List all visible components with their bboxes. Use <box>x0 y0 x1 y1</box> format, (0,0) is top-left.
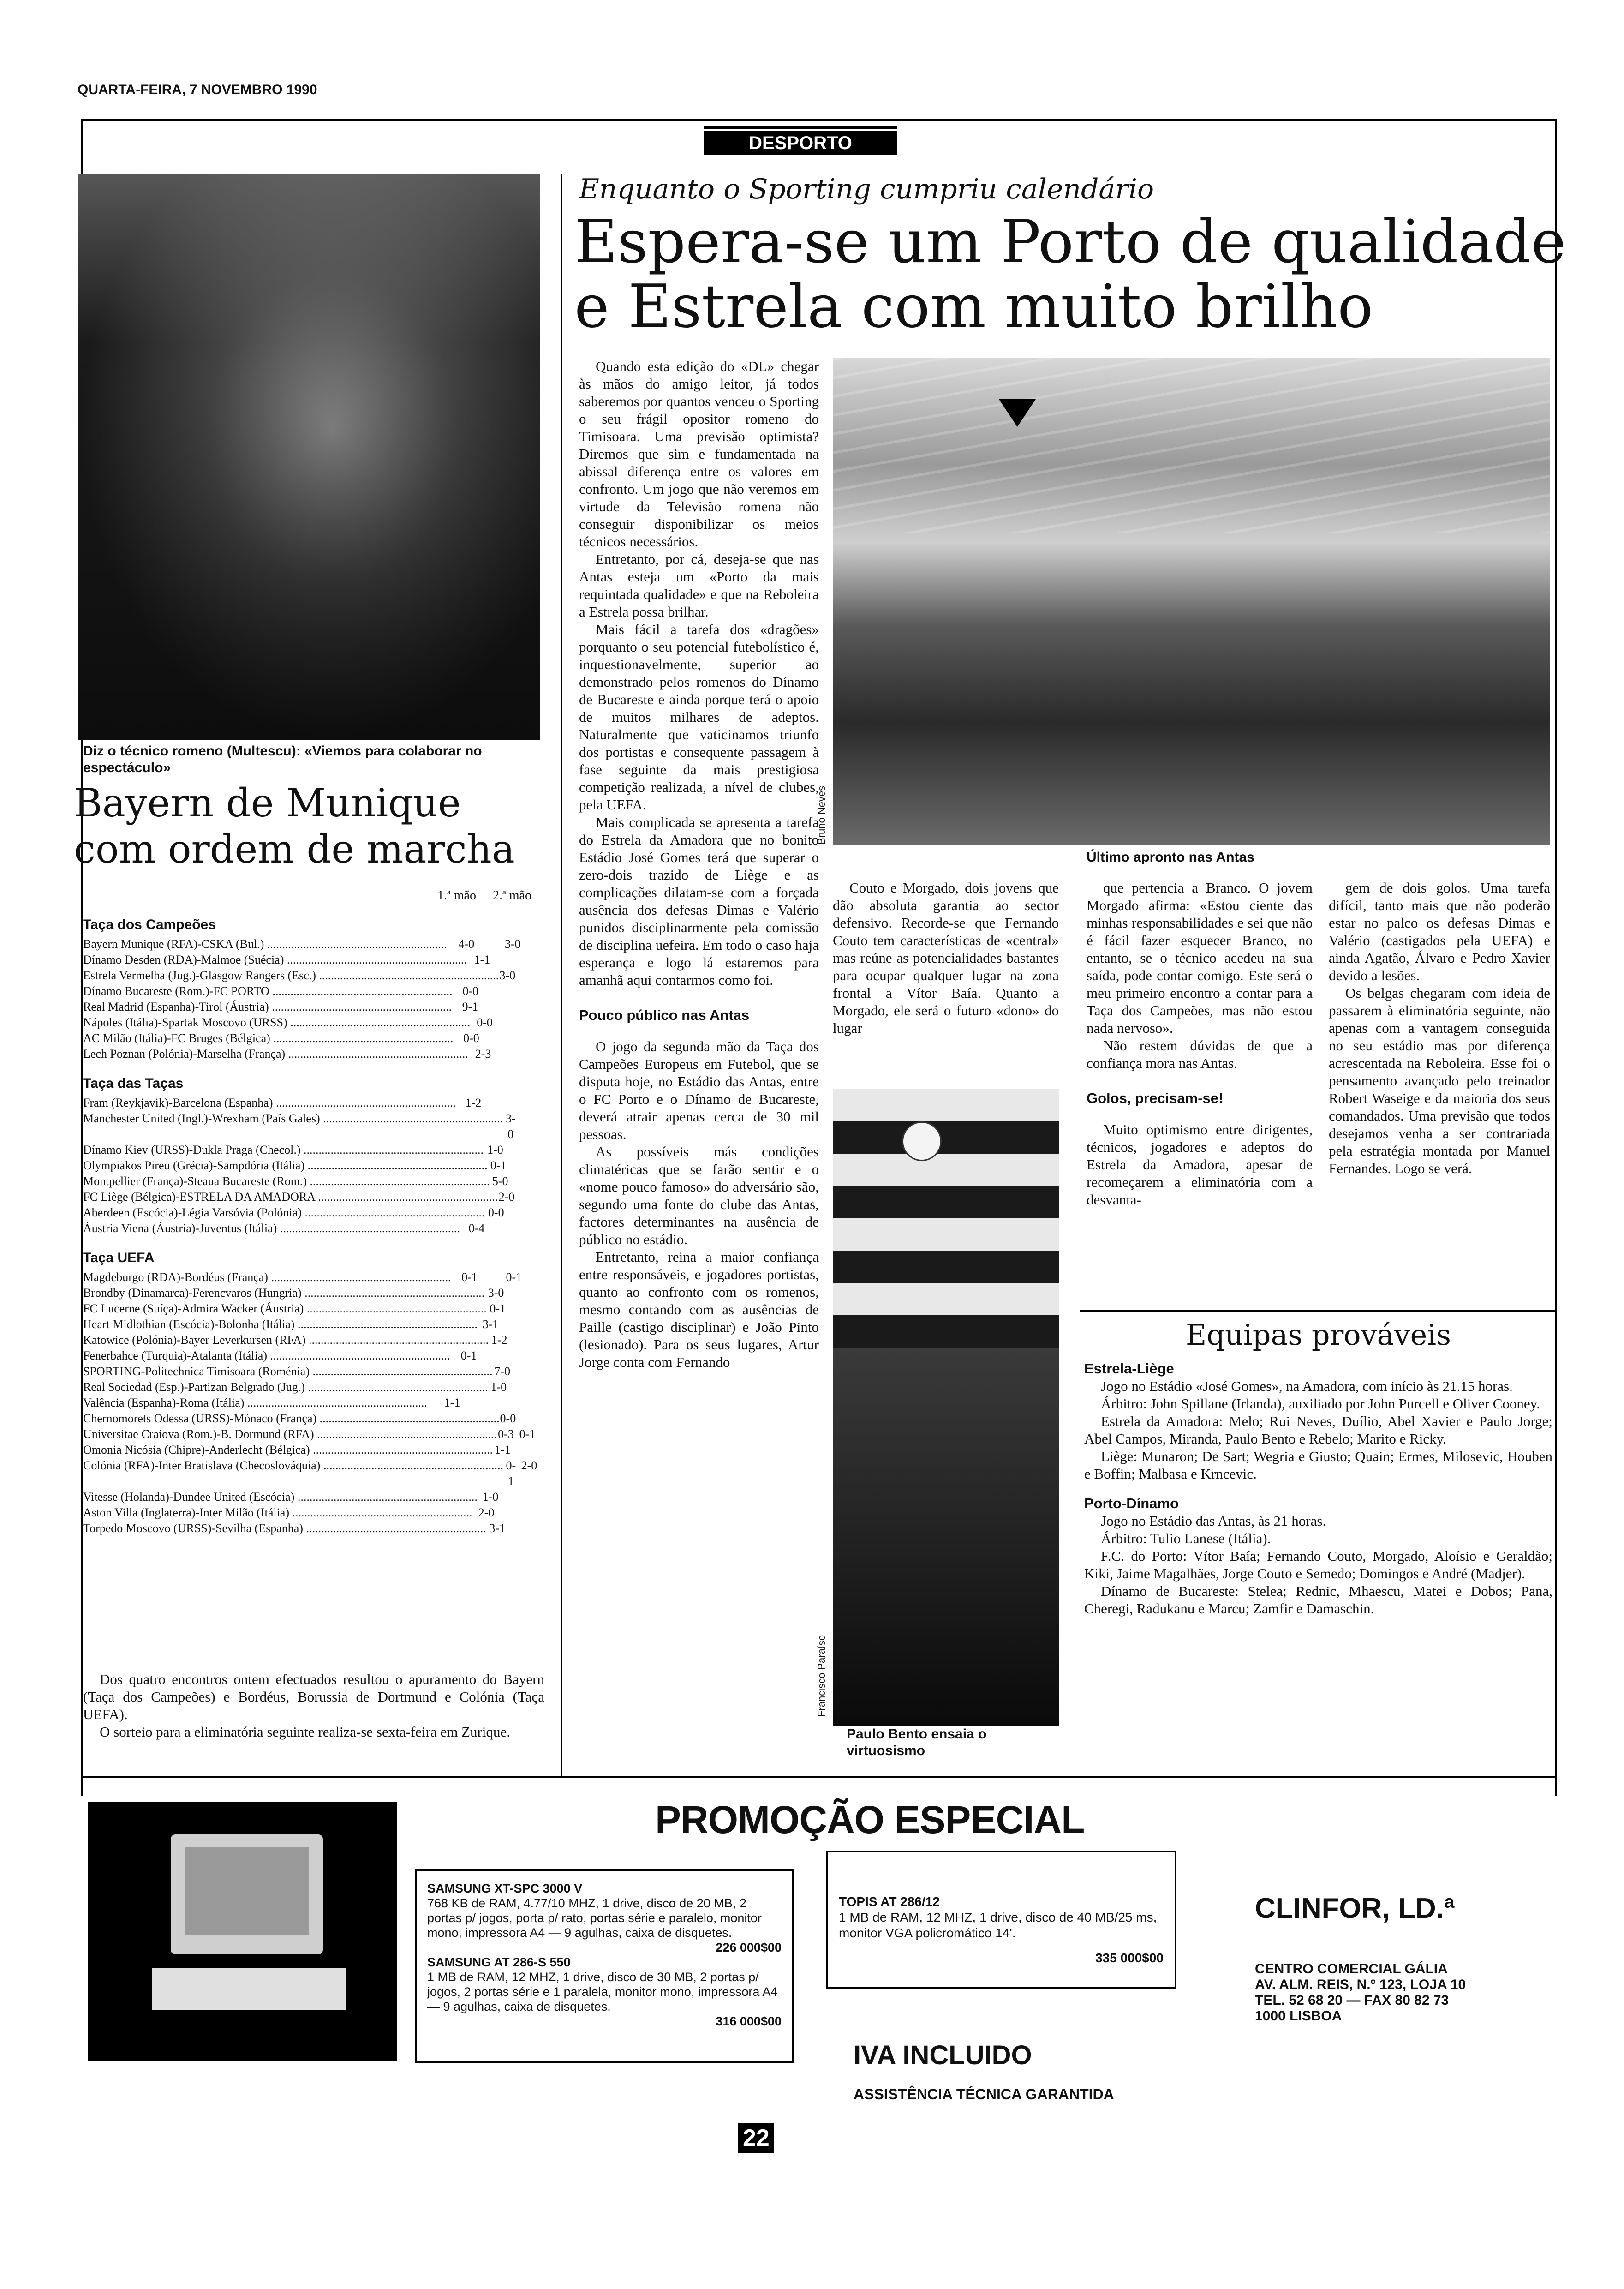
match-cell: Real Madrid (Espanha)-Tirol (Áustria) ............................................................ <box>83 1000 452 1013</box>
first-leg-cell: 0-1 <box>506 1459 516 1488</box>
table-row <box>83 1332 540 1348</box>
main-col3 <box>1087 879 1313 1209</box>
second-leg-cell <box>516 968 540 983</box>
table-row <box>83 1458 540 1489</box>
ad-box-topis <box>826 1851 1176 1989</box>
first-leg-cell: 2-0 <box>478 1506 495 1519</box>
first-leg-cell: 0-1 <box>460 1349 477 1362</box>
first-leg-cell: 1-2 <box>491 1333 508 1347</box>
match-cell: Dínamo Bucareste (Rom.)-FC PORTO ............................................................ <box>83 984 453 998</box>
ad-address-4: 1000 LISBOA <box>1255 2008 1342 2024</box>
ad-address-3: TEL. 52 68 20 — FAX 80 82 73 <box>1255 1993 1449 2008</box>
main-col1 <box>579 358 819 1371</box>
main-headline-line1: Espera-se um Porto de qualidade <box>574 208 1566 276</box>
second-leg-cell <box>512 1364 540 1379</box>
photo-training-antas <box>833 358 1550 845</box>
table-row <box>83 1205 540 1221</box>
match-cell: Chernomorets Odessa (URSS)-Mónaco (França) ............................................................ <box>83 1412 500 1425</box>
first-leg-cell: 0-1 <box>461 1270 478 1284</box>
topis-price: 335 000$00 <box>1095 1951 1164 1965</box>
second-leg-cell <box>508 1521 540 1536</box>
table-row <box>83 1111 540 1142</box>
results-section-title: Taça das Taças <box>83 1076 184 1091</box>
main-col4-paragraph: Os belgas chegaram com ideia de passarem à eliminatória seguinte, não apenas com a vantagem conseguida no seu estádio mas por diferença acrescentada na Reboleira. Esse foi o pensamento avançado pelo treinador Robert Waseige e da maioria dos seus comandados. Uma previsão que todos desejamos venha a ser contrariada pela estratégia montada por Manuel Fernandes. Logo se verá. <box>1329 985 1550 1176</box>
match-cell: Manchester United (Ingl.)-Wrexham (País Gales) ............................................................ <box>83 1112 503 1125</box>
match-cell: Dínamo Desden (RDA)-Malmoe (Suécia) ............................................................ <box>83 953 467 966</box>
match-cell: Nápoles (Itália)-Spartak Moscovo (URSS) ............................................................ <box>83 1016 471 1029</box>
table-row <box>83 1158 540 1174</box>
equipas-title: Equipas prováveis <box>1186 1318 1451 1352</box>
samsung-xt-specs: 768 KB de RAM, 4.77/10 MHZ, 1 drive, disco de 20 MB, 2 portas p/ jogos, porta p/ rato, portas série e paralelo, monitor mono, impressora A4 — 9 agulhas, caixa de disquetes. <box>427 1896 762 1940</box>
match-cell: Heart Midlothian (Escócia)-Bolonha (Itália) ............................................................ <box>83 1318 478 1331</box>
match-cell: Colónia (RFA)-Inter Bratislava (Checoslováquia) ............................................................ <box>83 1459 503 1472</box>
first-leg-cell: 1-2 <box>465 1096 482 1109</box>
table-row <box>83 1095 540 1111</box>
second-leg-cell <box>515 1189 540 1205</box>
equipas-g2-title: Porto-Dínamo <box>1084 1495 1179 1511</box>
table-row <box>83 1174 540 1189</box>
second-leg-cell: 2-0 <box>521 1459 537 1472</box>
second-leg-cell <box>508 1285 540 1301</box>
main-col4-paragraph: gem de dois golos. Uma tarefa difícil, tanto mais que não poderão estar no palco os defesas Dimas e Valério (castigados pela UEFA) e ainda Agatão, Álvaro e Pedro Xavier devido a lesões. <box>1329 880 1550 983</box>
second-leg-cell: 3-0 <box>505 937 521 951</box>
match-cell: Aberdeen (Escócia)-Légia Varsóvia (Polónia) ............................................................ <box>83 1206 485 1219</box>
col-head-2nd-leg: 2.ª mão <box>493 888 531 903</box>
second-leg-cell <box>513 1442 540 1458</box>
equipas-g2-p1: Jogo no Estádio das Antas, às 21 horas. <box>1101 1513 1326 1529</box>
second-leg-cell <box>489 999 540 1015</box>
match-cell: Brondby (Dinamarca)-Ferencvaros (Hungria) ............................................................ <box>83 1286 485 1300</box>
first-leg-cell: 2-0 <box>498 1190 515 1204</box>
first-leg-cell: 0-0 <box>477 1016 493 1029</box>
second-leg-cell <box>508 1205 540 1221</box>
bayern-footer-p1: Dos quatro encontros ontem efectuados resultou o apuramento do Bayern (Taça dos Campeões) e Bordéus, Borussia de Dortmund e Colónia (Taça UEFA). <box>83 1671 544 1722</box>
monitor-icon <box>171 1834 323 1954</box>
first-leg-cell: 1-1 <box>444 1396 460 1409</box>
table-row <box>83 936 540 952</box>
photo-coach-caption: Diz o técnico romeno (Multescu): «Viemos para colaborar no espectáculo» <box>83 743 482 775</box>
first-leg-cell: 0-4 <box>468 1222 485 1235</box>
table-row <box>83 1031 540 1046</box>
second-leg-cell <box>499 1015 540 1031</box>
first-leg-cell: 3-0 <box>506 1112 516 1141</box>
first-leg-cell: 1-0 <box>487 1143 503 1156</box>
first-leg-cell: 3-1 <box>482 1318 499 1331</box>
table-row <box>83 1505 540 1521</box>
match-cell: Aston Villa (Inglaterra)-Inter Milão (Itália) ............................................................ <box>83 1506 472 1519</box>
photo1-caption: Último apronto nas Antas <box>1087 850 1254 865</box>
photo2-caption: Paulo Bento ensaia o virtuosismo <box>847 1726 987 1758</box>
match-cell: Fenerbahce (Turquia)-Atalanta (Itália) ............................................................ <box>83 1349 450 1362</box>
table-row <box>83 1285 540 1301</box>
ad-title: PROMOÇÃO ESPECIAL <box>655 1798 1085 1841</box>
match-cell: Magdeburgo (RDA)-Bordéus (França) ............................................................ <box>83 1270 451 1284</box>
first-leg-cell: 1-0 <box>482 1490 499 1504</box>
equipas-g2-p4: Dínamo de Bucareste: Stelea; Rednic, Mhaescu, Matei e Dobos; Pana, Cheregi, Radukanu e Marcu; Zamfir e Damaschin. <box>1084 1583 1552 1617</box>
first-leg-cell: 1-1 <box>495 1443 511 1456</box>
bayern-headline: Bayern de Munique com ordem de marcha <box>74 780 515 872</box>
page-number: 22 <box>738 2123 774 2153</box>
subhead-golos: Golos, precisam-se! <box>1087 1090 1224 1106</box>
main-headline <box>574 208 1566 341</box>
second-leg-cell <box>511 1174 540 1189</box>
column-divider <box>561 174 562 1776</box>
match-cell: FC Lucerne (Suíça)-Admira Wacker (Áustria) ............................................................ <box>83 1302 487 1315</box>
ad-address-2: AV. ALM. REIS, N.º 123, LOJA 10 <box>1255 1977 1466 1992</box>
results-table <box>83 888 540 1536</box>
table-row <box>83 1221 540 1236</box>
keyboard-icon <box>152 1968 346 2010</box>
table-row <box>83 1046 540 1062</box>
first-leg-cell: 4-0 <box>458 937 475 951</box>
second-leg-cell: 0-1 <box>519 1427 536 1441</box>
equipas-g2-p2: Árbitro: Tulio Lanese (Itália). <box>1101 1530 1271 1546</box>
second-leg-cell <box>489 983 540 999</box>
table-row <box>83 968 540 983</box>
table-row <box>83 1015 540 1031</box>
match-cell: Olympiakos Pireu (Grécia)-Sampdória (Itália) ............................................................ <box>83 1159 488 1172</box>
first-leg-cell: 0-1 <box>490 1302 506 1315</box>
match-cell: Katowice (Polónia)-Bayer Leverkursen (RFA) ............................................................ <box>83 1333 489 1347</box>
first-leg-cell: 2-3 <box>475 1047 491 1061</box>
ad-computer-photo <box>88 1802 397 2061</box>
match-cell: Fram (Reykjavik)-Barcelona (Espanha) ............................................................ <box>83 1096 456 1109</box>
second-leg-cell <box>510 1332 540 1348</box>
ad-iva: IVA INCLUIDO <box>854 2040 1032 2070</box>
ad-address-1: CENTRO COMERCIAL GÁLIA <box>1255 1961 1448 1977</box>
main-col1b-paragraph: Entretanto, reina a maior confiança entre responsáveis, e jogadores portistas, quanto ao confronto com os romenos, mesmo contando com as ausências de Paille (castigo disciplinar) e João Pinto (lesionado). Para os seus lugares, Artur Jorge conta com Fernando <box>579 1249 819 1370</box>
second-leg-cell <box>497 952 540 968</box>
first-leg-cell: 0-0 <box>463 1031 479 1045</box>
second-leg-cell <box>488 1348 540 1364</box>
equipas-box <box>1080 1310 1557 1618</box>
match-cell: SPORTING-Politechnica Timisoara (Roménia) ............................................................ <box>83 1365 493 1378</box>
dateline: QUARTA-FEIRA, 7 NOVEMBRO 1990 <box>78 82 317 97</box>
first-leg-cell: 0-0 <box>500 1412 516 1425</box>
match-cell: Universitae Craiova (Rom.)-B. Dormund (RFA) ............................................................ <box>83 1427 497 1441</box>
table-row <box>83 1189 540 1205</box>
second-leg-cell <box>518 1111 540 1142</box>
table-row <box>83 999 540 1015</box>
table-row <box>83 1411 540 1426</box>
samsung-xt-price: 226 000$00 <box>716 1941 782 1954</box>
main-col1-paragraph: Mais complicada se apresenta a tarefa do Estrela da Amadora que no bonito Estádio José Gomes terá que superar o zero-dois trazido de Liège e as complicações dilatam-se com a forçada ausência dos defesas Dimas e Valério punidos disciplinarmente pela comissão de disciplina uefeira. Em todo o caso haja esperança e logo lá estaremos para amanhã aqui contarmos como foi. <box>579 814 819 988</box>
main-col1-paragraph: Entretanto, por cá, deseja-se que nas Antas esteja um «Porto da mais requintada qualidade» e que na Reboleira a Estrela possa brilhar. <box>579 551 819 620</box>
ad-company: CLINFOR, LD.ª <box>1255 1893 1455 1924</box>
main-col4 <box>1329 879 1550 1177</box>
match-cell: Real Sociedad (Esp.)-Partizan Belgrado (Jug.) ............................................................ <box>83 1380 488 1394</box>
first-leg-cell: 9-1 <box>462 1000 478 1013</box>
col-head-1st-leg: 1.ª mão <box>437 888 476 903</box>
match-cell: FC Liège (Bélgica)-ESTRELA DA AMADORA ............................................................ <box>83 1190 498 1204</box>
ad-box-samsung <box>415 1869 794 2063</box>
samsung-at-specs: 1 MB de RAM, 12 MHZ, 1 drive, disco de 30 MB, 2 portas p/ jogos, 2 portas série e 1 paralela, monitor mono, impressora A4 — 9 agulhas, caixa de disquetes. <box>427 1970 778 2013</box>
second-leg-cell: 0-1 <box>506 1270 522 1284</box>
equipas-g1-p4: Liège: Munaron; De Sart; Wegria e Giusto; Quain; Ermes, Milosevic, Houben e Boffin; Malbasa e Krncevic. <box>1084 1448 1552 1482</box>
table-row <box>83 1521 540 1536</box>
match-cell: Valência (Espanha)-Roma (Itália) ............................................................ <box>83 1396 427 1409</box>
equipas-g2-p3: F.C. do Porto: Vítor Baía; Fernando Couto, Morgado, Aloísio e Geraldão; Kiki, Jaime Magalhães, Jorge Couto e Semedo; Domingos e André (Madjer). <box>1084 1548 1552 1582</box>
first-leg-cell: 0-0 <box>488 1206 504 1219</box>
second-leg-cell <box>509 1379 540 1395</box>
topis-name: TOPIS AT 286/12 <box>839 1894 940 1909</box>
topis-specs: 1 MB de RAM, 12 MHZ, 1 drive, disco de 40 MB/25 ms, monitor VGA policromático 14'. <box>839 1910 1157 1940</box>
table-row <box>83 1301 540 1317</box>
first-leg-cell: 0-3 <box>498 1427 514 1441</box>
second-leg-cell <box>498 1046 540 1062</box>
match-cell: AC Milão (Itália)-FC Bruges (Bélgica) ............................................................ <box>83 1031 454 1045</box>
first-leg-cell: 3-0 <box>488 1286 504 1300</box>
main-col1b-paragraph: O jogo da segunda mão da Taça dos Campeões Europeus em Futebol, que se disputa hoje, no Estádio das Antas, entre o FC Porto e o Dínamo de Bucareste, deverá atrair apenas cerca de 30 mil pessoas. <box>579 1038 819 1142</box>
first-leg-cell: 3-0 <box>499 969 516 982</box>
photo1-credit: Bruno Neves <box>816 785 827 845</box>
second-leg-cell <box>509 1301 540 1317</box>
table-row <box>83 1442 540 1458</box>
second-leg-cell <box>509 1158 540 1174</box>
results-section-title: Taça dos Campeões <box>83 917 216 932</box>
samsung-at-price: 316 000$00 <box>716 2014 782 2028</box>
subhead-pouco-publico: Pouco público nas Antas <box>579 1007 750 1023</box>
table-row <box>83 952 540 968</box>
second-leg-cell <box>491 1095 540 1111</box>
ad-assistencia: ASSISTÊNCIA TÉCNICA GARANTIDA <box>854 2086 1114 2103</box>
first-leg-cell: 7-0 <box>494 1365 511 1378</box>
samsung-xt-name: SAMSUNG XT-SPC 3000 V <box>427 1882 583 1895</box>
corner-flag-icon <box>999 399 1036 427</box>
ad-address <box>1255 1961 1466 2024</box>
bayern-footer-p2: O sorteio para a eliminatória seguinte realiza-se sexta-feira em Zurique. <box>100 1724 510 1740</box>
main-headline-line2: e Estrela com muito brilho <box>574 272 1373 341</box>
second-leg-cell <box>507 1142 540 1158</box>
photo-romanian-coach <box>78 174 540 740</box>
match-cell: Vitesse (Holanda)-Dundee United (Escócia) ............................................................ <box>83 1490 478 1504</box>
photo2-credit: Francisco Paraíso <box>816 1635 827 1717</box>
table-row <box>83 1348 540 1364</box>
match-cell: Dínamo Kiev (URSS)-Dukla Praga (Checol.) ............................................................ <box>83 1143 484 1156</box>
equipas-g1-title: Estrela-Liège <box>1084 1360 1174 1377</box>
match-cell: Montpellier (França)-Steaua Bucareste (Rom.) ............................................................ <box>83 1174 490 1188</box>
second-leg-cell <box>501 1505 540 1521</box>
match-cell: Omonia Nicósia (Chipre)-Anderlecht (Bélgica) ............................................................ <box>83 1443 493 1456</box>
second-leg-cell <box>503 1489 540 1505</box>
bayern-footer <box>83 1671 544 1741</box>
first-leg-cell: 0-0 <box>462 984 479 998</box>
table-row <box>83 1317 540 1332</box>
main-col1-paragraph: Mais fácil a tarefa dos «dragões» porquanto o seu potencial futebolístico é, inquestionavelmente, superior ao demonstrado pelos romenos do Dínamo de Bucareste e ainda porque terá o apoio de muitos milhares de adeptos. Naturalmente que vaticinamos triunfo dos portistas e consequente passagem à fase seguinte da mais prestigiosa competição realizada, a nível de clubes, pela UEFA. <box>579 621 819 813</box>
equipas-g1-p3: Estrela da Amadora: Melo; Rui Neves, Duílio, Abel Xavier e Paulo Jorge; Abel Campos, Miranda, Paulo Bento e Rebelo; Marito e Ricky. <box>1084 1413 1552 1447</box>
match-cell: Estrela Vermelha (Jug.)-Glasgow Rangers (Esc.) ............................................................ <box>83 969 499 982</box>
football-icon <box>902 1121 942 1161</box>
table-row <box>83 1489 540 1505</box>
first-leg-cell: 1-1 <box>474 953 490 966</box>
second-leg-cell <box>503 1317 540 1332</box>
second-leg-cell <box>490 1031 540 1046</box>
match-cell: Lech Poznan (Polónia)-Marselha (França) ............................................................ <box>83 1047 468 1061</box>
main-col2 <box>833 879 1059 1037</box>
equipas-g1-p1: Jogo no Estádio «José Gomes», na Amadora, com início às 21.15 horas. <box>1101 1378 1513 1394</box>
table-row <box>83 1364 540 1379</box>
first-leg-cell: 0-1 <box>490 1159 507 1172</box>
results-section-title: Taça UEFA <box>83 1250 155 1265</box>
main-col3b-paragraph: Muito optimismo entre dirigentes, técnicos, jogadores e adeptos do Estrela da Amadora, apesar de recomeçarem a eliminatória com a desvanta- <box>1087 1121 1313 1208</box>
section-label: DESPORTO <box>704 131 897 155</box>
table-row <box>83 1395 540 1411</box>
table-row <box>83 1426 540 1442</box>
first-leg-cell: 3-1 <box>489 1522 506 1535</box>
photo-paulo-bento <box>833 1089 1059 1726</box>
match-cell: Bayern Munique (RFA)-CSKA (Bul.) ............................................................ <box>83 937 447 951</box>
equipas-g1-p2: Árbitro: John Spillane (Irlanda), auxiliado por John Purcell e Oliver Cooney. <box>1101 1396 1540 1412</box>
second-leg-cell <box>475 1395 540 1411</box>
first-leg-cell: 1-0 <box>490 1380 507 1394</box>
main-kicker: Enquanto o Sporting cumpriu calendário <box>579 173 1154 205</box>
second-leg-cell <box>493 1221 540 1236</box>
samsung-at-name: SAMSUNG AT 286-S 550 <box>427 1955 571 1969</box>
match-cell: Áustria Viena (Áustria)-Juventus (Itália) ............................................................ <box>83 1222 460 1235</box>
main-col2-paragraph: Couto e Morgado, dois jovens que dão absoluta garantia ao sector defensivo. Recorde-se que Fernando Couto tem características de «central» mas reúne as potencialidades bastantes para ocupar qualquer lugar na zona frontal a Vítor Baía. Quanto a Morgado, ele será o futuro «dono» do lugar <box>833 880 1059 1036</box>
results-sections <box>83 917 540 1536</box>
ad-top-rule <box>81 1776 1557 1778</box>
main-col3-paragraph: que pertencia a Branco. O jovem Morgado afirma: «Estou ciente das minhas responsabilidades e sei que não é fácil fazer esquecer Branco, no entanto, se o técnico acedeu na sua saída, pode contar comigo. Este será o meu primeiro encontro a contar para a Taça dos Campeões, mas não estou nada nervoso». <box>1087 880 1313 1036</box>
main-col1-paragraph: Quando esta edição do «DL» chegar às mãos do amigo leitor, já todos saberemos por quantos venceu o Sporting o seu frágil opositor romeno do Timisoara. Uma previsão optimista? Diremos que sim e fundamentada na abissal diferença entre os valores em confronto. Um jogo que não veremos em virtude da Televisão romena não conseguir disponibilizar os meios técnicos necessários. <box>579 358 819 550</box>
main-col1b-paragraph: As possíveis más condições climatéricas que se farão sentir e o «nome pouco famoso» do adversário são, segundo uma fonte do clube das Antas, factores determinantes na ausência de público no estádio. <box>579 1144 819 1247</box>
table-row <box>83 1270 540 1285</box>
second-leg-cell <box>516 1411 540 1426</box>
table-row <box>83 983 540 999</box>
table-row <box>83 1142 540 1158</box>
table-row <box>83 1379 540 1395</box>
match-cell: Torpedo Moscovo (URSS)-Sevilha (Espanha) ............................................................ <box>83 1522 486 1535</box>
first-leg-cell: 5-0 <box>492 1174 508 1188</box>
main-col3-paragraph: Não restem dúvidas de que a confiança mora nas Antas. <box>1087 1037 1313 1071</box>
